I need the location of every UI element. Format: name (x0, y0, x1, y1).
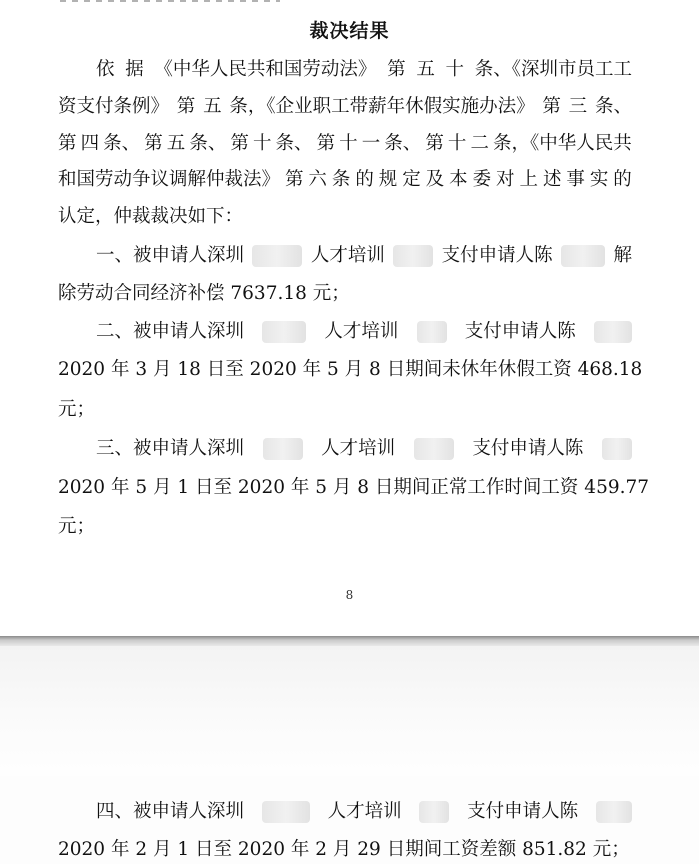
intro-text-segment: 六 (308, 169, 327, 190)
intro-text-segment: 第 (425, 133, 444, 154)
redaction-mark (602, 438, 632, 460)
intro-text-segment: 条、 (384, 133, 422, 154)
page-separator (0, 636, 699, 646)
ruling-item-4-respondent: 四、被申请人深圳 (96, 801, 245, 822)
intro-text-segment: 《中华人民共和国劳动法》 (154, 59, 377, 80)
intro-text-segment: 条，《企业职工带薪年休假实施办法》 (229, 96, 535, 117)
ruling-item-2-applicant: 支付申请人陈 (464, 321, 576, 342)
ruling-item-3-line-2: 2020 年 5 月 1 日至 2020 年 5 月 8 日期间正常工作时间工资 459.77 (58, 477, 650, 498)
ruling-item-4-applicant: 支付申请人陈 (467, 801, 579, 822)
ruling-item-1-applicant: 支付申请人陈 (441, 245, 553, 266)
redaction-mark (596, 801, 632, 823)
ruling-item-2-respondent-suffix: 人才培训 (324, 321, 399, 342)
ruling-item-3-applicant: 支付申请人陈 (472, 438, 584, 459)
intro-text-segment: 和国劳动争议调解仲裁法》 (58, 169, 281, 190)
intro-text-segment: 实 (589, 169, 609, 190)
intro-text-segment: 述 (542, 169, 562, 190)
intro-text-segment: 条、 (103, 133, 141, 154)
cut-off-previous-line (60, 0, 280, 2)
intro-text-segment: 及 (425, 169, 445, 190)
intro-text-segment: 第 (284, 169, 304, 190)
intro-text-segment: 委 (472, 169, 492, 190)
intro-text-segment: 对 (496, 169, 515, 190)
intro-text-segment: 定 (402, 169, 421, 190)
ruling-item-3-respondent: 三、被申请人深圳 (96, 438, 245, 459)
ruling-item-1-respondent-suffix: 人才培训 (310, 245, 385, 266)
intro-text-segment: 条、 (594, 96, 632, 117)
intro-line-2 (58, 95, 632, 119)
ruling-item-1-respondent: 一、被申请人深圳 (96, 245, 245, 266)
ruling-item-2-line-2: 2020 年 3 月 18 日至 2020 年 5 月 8 日期间未休年休假工资 468.18 (58, 359, 643, 380)
ruling-item-4-line-2: 2020 年 2 月 1 日至 2020 年 2 月 29 日期间工资差额 851.82 元； (58, 839, 630, 860)
intro-text-segment: 认定，仲裁裁决如下： (58, 206, 244, 227)
redaction-mark (414, 438, 454, 460)
intro-line-5 (58, 205, 243, 229)
intro-text-segment: 资支付条例》 (58, 96, 170, 117)
intro-text-segment: 条、 (275, 133, 313, 154)
page-number: 8 (345, 588, 354, 602)
document-page-9 (0, 646, 699, 864)
intro-text-segment: 事 (566, 169, 585, 190)
intro-text-segment: 第 (176, 96, 196, 117)
intro-text-segment: 规 (378, 169, 398, 190)
redaction-mark (262, 801, 310, 823)
ruling-item-4-respondent-suffix: 人才培训 (327, 801, 402, 822)
redaction-mark (262, 321, 306, 343)
intro-text-segment: 五 (203, 96, 222, 117)
intro-text-segment: 条 (331, 169, 351, 190)
scan-smudge (0, 646, 699, 776)
intro-line-1 (96, 58, 632, 82)
intro-text-segment: 十 (447, 133, 467, 154)
intro-text-segment: 据 (125, 59, 144, 80)
redaction-mark (263, 438, 303, 460)
intro-text-segment: 依 (96, 59, 115, 80)
ruling-item-3-line-1 (96, 437, 632, 461)
ruling-item-2-line-3: 元； (58, 399, 96, 420)
intro-text-segment: 第 (316, 133, 336, 154)
ruling-item-2-line-1 (96, 320, 632, 344)
ruling-item-1-line-1 (96, 244, 632, 268)
intro-text-segment: 第 (230, 133, 249, 154)
intro-text-segment: 条、《深圳市员工工 (474, 59, 632, 80)
intro-text-segment: 十 (339, 133, 358, 154)
section-title: 裁决结果 (309, 20, 390, 42)
redaction-mark (393, 245, 433, 267)
intro-text-segment: 上 (519, 169, 538, 190)
ruling-item-3-respondent-suffix: 人才培训 (321, 438, 396, 459)
intro-text-segment: 条、 (189, 133, 227, 154)
intro-text-segment: 第 (387, 59, 406, 80)
ruling-item-4-line-1 (96, 800, 632, 824)
intro-text-segment: 本 (449, 169, 468, 190)
intro-text-segment: 二 (470, 133, 489, 154)
intro-text-segment: 一 (361, 133, 381, 154)
ruling-item-1-line-2: 除劳动合同经济补偿 7637.18 元； (58, 283, 350, 304)
ruling-item-1-continuation: 解 (613, 245, 632, 266)
intro-line-3 (58, 132, 632, 156)
intro-text-segment: 十 (445, 59, 465, 80)
intro-text-segment: 第 (144, 133, 163, 154)
intro-text-segment: 条，《中华人民共 (493, 133, 632, 154)
intro-text-segment: 的 (613, 169, 632, 190)
redaction-mark (252, 245, 302, 267)
ruling-item-3-line-3: 元； (58, 516, 96, 537)
intro-text-segment: 第 (542, 96, 561, 117)
intro-text-segment: 五 (416, 59, 435, 80)
redaction-mark (419, 801, 449, 823)
intro-text-segment: 三 (568, 96, 588, 117)
intro-text-segment: 五 (166, 133, 186, 154)
ruling-item-2-respondent: 二、被申请人深圳 (96, 321, 245, 342)
intro-line-4 (58, 168, 632, 192)
redaction-mark (561, 245, 605, 267)
intro-text-segment: 十 (252, 133, 272, 154)
intro-text-segment: 的 (355, 169, 374, 190)
intro-text-segment: 四 (80, 133, 100, 154)
redaction-mark (417, 321, 447, 343)
intro-text-segment: 第 (58, 133, 77, 154)
redaction-mark (594, 321, 632, 343)
